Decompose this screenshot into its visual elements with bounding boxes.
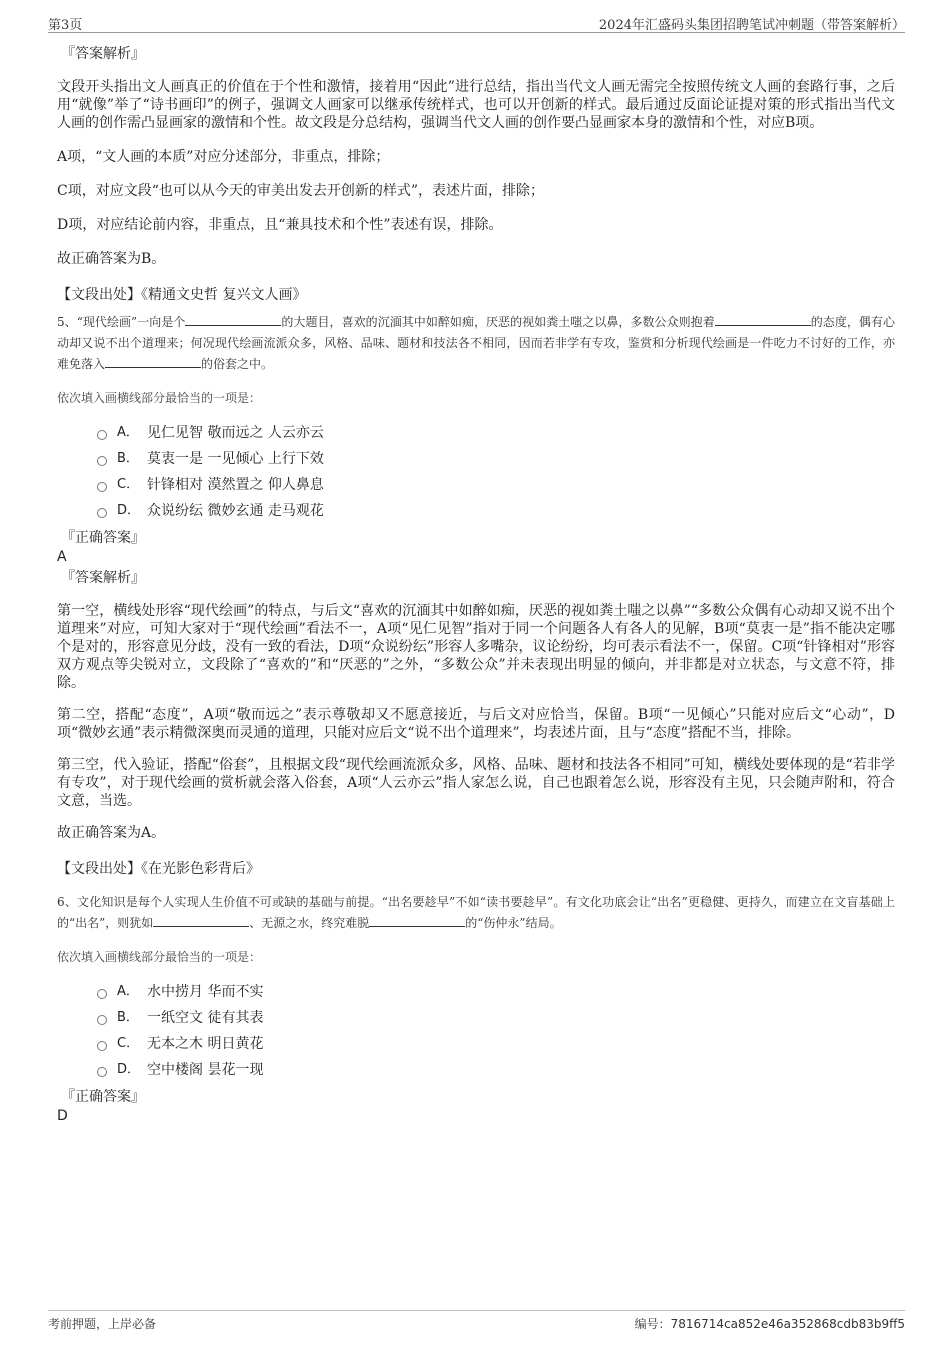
correct-answer-label: 『正确答案』 [61, 530, 145, 546]
page-footer [48, 1310, 905, 1335]
fill-blank [185, 313, 281, 326]
option-b[interactable]: B． 莫衷一是 一见倾心 上行下效 [97, 446, 895, 472]
document-code: 编号：7816714ca852e46a352868cdb83b9ff5 [634, 1317, 905, 1331]
analysis-paragraph: A项，“文人画的本质”对应分述部分，非重点，排除； [57, 149, 390, 165]
question-prompt: 依次填入画横线部分最恰当的一项是： [57, 950, 262, 964]
option-list [57, 979, 895, 1083]
option-d[interactable]: D． 众说纷纭 微妙玄通 走马观花 [97, 498, 895, 524]
correct-answer: A [57, 549, 67, 565]
question-stem: 6、文化知识是每个人实现人生价值不可或缺的基础与前提。“出名要趁早”不如“读书要趁早”。有文化功底会让“出名”更稳健、更持久，而建立在文盲基础上的“出名”，则犹如 、无源之水，终究难脱 的“伤仲永”结局。 [57, 895, 895, 930]
analysis-paragraph: 文段开头指出文人画真正的价值在于个性和激情，接着用“因此”进行总结，指出当代文人画无需完全按照传统文人画的套路行事，之后用“就像”举了“诗书画印”的例子，强调文人画家可以继承传统样式，也可以开创新的样式。最后通过反面论证提对策的形式指出当代文人画的创作需凸显画家的激情和个性。故文段是分总结构，强调当代文人画的创作要凸显画家本身的激情和个性，对应B项。 [57, 79, 895, 131]
text-source: 【文段出处】《在光影色彩背后》 [57, 861, 260, 877]
option-c[interactable]: C． 无本之木 明日黄花 [97, 1031, 895, 1057]
page-number: 第3页 [48, 18, 83, 33]
analysis-paragraph: 第一空，横线处形容“现代绘画”的特点，与后文“喜欢的沉湎其中如醉如痴，厌恶的视如粪土嗤之以鼻”“多数公众偶有心动却又说不出个道理来”对应，可知大家对于“现代绘画”看法不一，A项“见仁见智”指对于同一个问题各人有各人的见解，B项“莫衷一是”指不能决定哪个是对的，形容意见分歧，没有一致的看法，D项“众说纷纭”形容人多嘴杂，议论纷纷，均可表示看法不一，保留。C项“针锋相对”形容双方观点等尖锐对立，文段除了“喜欢的”和“厌恶的”之外，“多数公众”并未表现出明显的倾向，并非都是对立状态，与文意不符，排除。 [57, 603, 895, 691]
analysis-conclusion: 故正确答案为A。 [57, 825, 166, 841]
document-title: 2024年汇盛码头集团招聘笔试冲刺题（带答案解析） [598, 18, 905, 33]
option-c[interactable]: C． 针锋相对 漠然置之 仰人鼻息 [97, 472, 895, 498]
analysis-paragraph: C项，对应文段“也可以从今天的审美出发去开创新的样式”，表述片面，排除； [57, 183, 545, 199]
radio-icon[interactable] [97, 456, 107, 466]
analysis-paragraph: 第三空，代入验证，搭配“俗套”，且根据文段“现代绘画流派众多，风格、品味、题材和技法各不相同”可知，横线处要体现的是“若非学有专攻”，对于现代绘画的赏析就会落入俗套，A项“人云亦云”指人家怎么说，自己也跟着怎么说，形容没有主见，只会随声附和，符合文意，当选。 [57, 757, 895, 809]
radio-icon[interactable] [97, 1041, 107, 1051]
analysis-label: 『答案解析』 [61, 570, 145, 586]
correct-answer-label: 『正确答案』 [61, 1089, 145, 1105]
fill-blank [369, 914, 465, 927]
radio-icon[interactable] [97, 430, 107, 440]
radio-icon[interactable] [97, 1015, 107, 1025]
fill-blank [105, 355, 201, 368]
analysis-conclusion: 故正确答案为B。 [57, 251, 166, 267]
question-stem: 5、“现代绘画”一向是个 的大题目，喜欢的沉湎其中如醉如痴，厌恶的视如粪土嗤之以鼻，多数公众则抱着 的态度，偶有心动却又说不出个道理来；何况现代绘画流派众多，风格、品味、题材和技法各不相同，因而若非学有专攻，鉴赏和分析现代绘画是一件吃力不讨好的工作，亦难免落入 的俗套之中。 [57, 315, 895, 371]
analysis-paragraph: D项，对应结论前内容，非重点，且“兼具技术和个性”表述有误，排除。 [57, 217, 503, 233]
radio-icon[interactable] [97, 508, 107, 518]
page-header [48, 12, 905, 33]
option-d[interactable]: D． 空中楼阁 昙花一现 [97, 1057, 895, 1083]
option-a[interactable]: A． 见仁见智 敬而远之 人云亦云 [97, 420, 895, 446]
radio-icon[interactable] [97, 482, 107, 492]
question-5 [57, 312, 895, 878]
question-6 [57, 892, 895, 1125]
option-list [57, 420, 895, 524]
analysis-paragraph: 第二空，搭配“态度”，A项“敬而远之”表示尊敬却又不愿意接近，与后文对应恰当，保留。B项“一见倾心”只能对应后文“心动”，D项“微妙玄通”表示精微深奥而灵通的道理，只能对应后文“说不出个道理来”，均表述片面，且与“态度”搭配不当，排除。 [57, 707, 895, 741]
option-a[interactable]: A． 水中捞月 华而不实 [97, 979, 895, 1005]
correct-answer: D [57, 1108, 68, 1124]
radio-icon[interactable] [97, 1067, 107, 1077]
analysis-label: 『答案解析』 [61, 46, 145, 62]
radio-icon[interactable] [97, 989, 107, 999]
option-b[interactable]: B． 一纸空文 徒有其表 [97, 1005, 895, 1031]
question-prompt: 依次填入画横线部分最恰当的一项是： [57, 391, 262, 405]
page-content [57, 44, 895, 1125]
footer-slogan: 考前押题，上岸必备 [48, 1317, 157, 1331]
fill-blank [715, 313, 811, 326]
fill-blank [153, 914, 249, 927]
prev-answer-analysis [57, 44, 895, 304]
text-source: 【文段出处】《精通文史哲 复兴文人画》 [57, 287, 307, 303]
